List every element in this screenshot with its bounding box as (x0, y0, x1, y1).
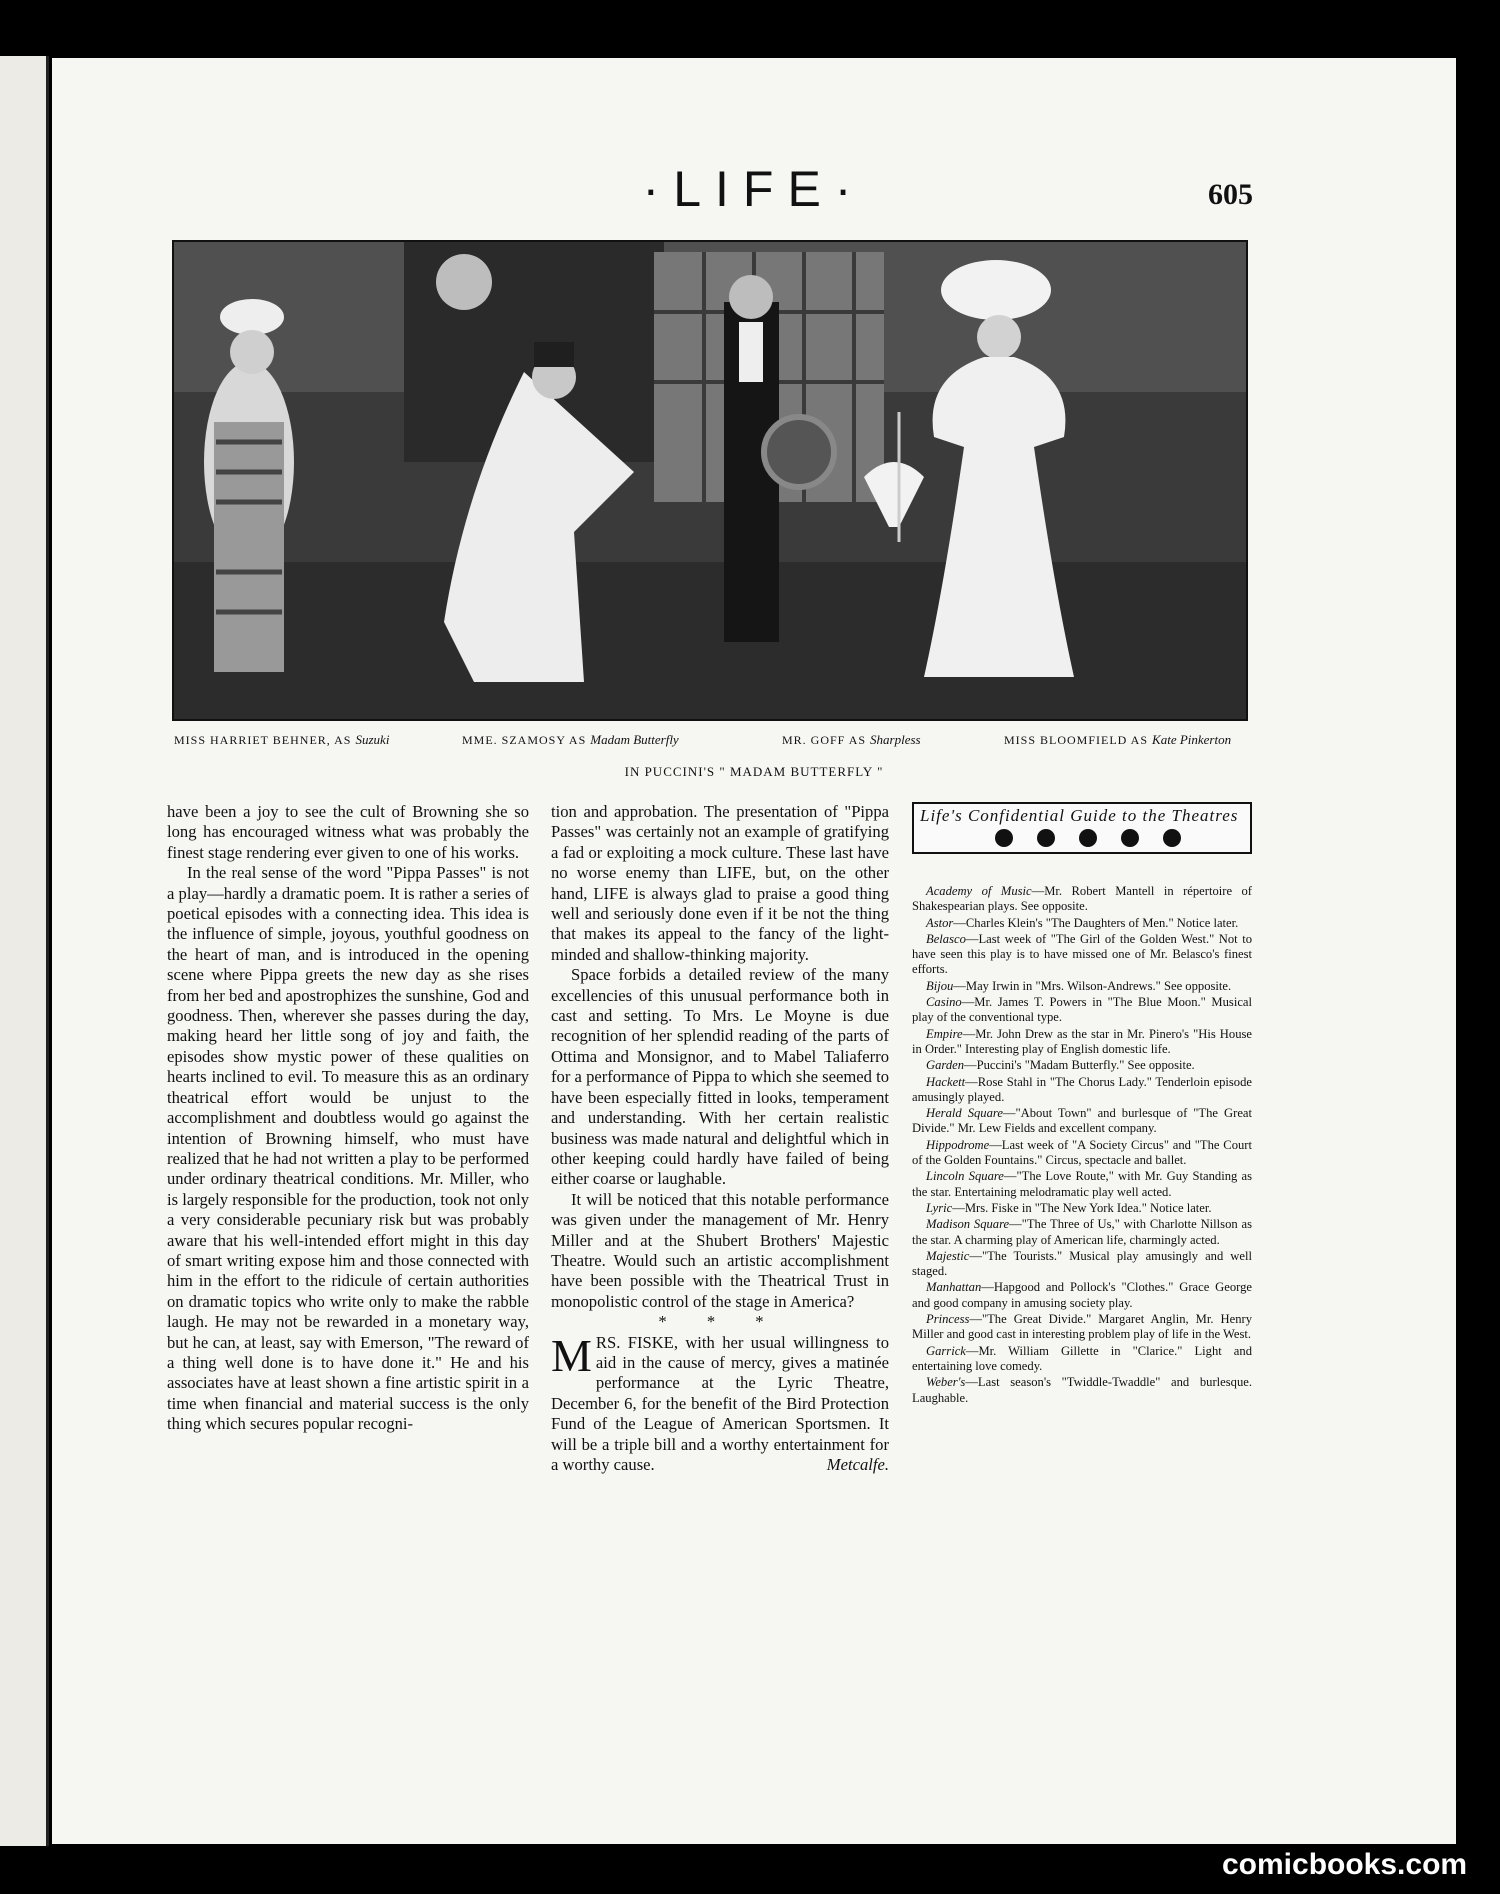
guide-entry (912, 1201, 1252, 1216)
author-signature: Metcalfe. (826, 1455, 889, 1474)
guide-description: —Rose Stahl in "The Chorus Lady." Tenderloin episode amusingly played. (912, 1074, 1252, 1104)
stage-photograph (172, 240, 1248, 721)
caption-prefix: MR. GOFF AS (782, 733, 867, 747)
guide-venue: Academy of Music (926, 884, 1032, 898)
guide-venue: Casino (926, 995, 962, 1010)
guide-entry (912, 1058, 1252, 1073)
caption-prefix: MISS BLOOMFIELD AS (1004, 733, 1149, 747)
caption-sharpless (782, 732, 921, 748)
guide-venue: Madison Square (926, 1217, 1010, 1232)
guide-venue: Garrick (926, 1343, 966, 1358)
caption-pinkerton (1004, 732, 1231, 748)
caption-suzuki (174, 732, 389, 748)
masthead: ·LIFE· (642, 161, 866, 217)
caption-prefix: MISS HARRIET BEHNER, AS (174, 733, 352, 747)
guide-description: —Mrs. Fiske in "The New York Idea." Notice later. (952, 1200, 1212, 1215)
guide-entry (912, 1249, 1252, 1280)
caption-role: Kate Pinkerton (1152, 732, 1232, 747)
paragraph: tion and approbation. The presentation of "Pippa Passes" was certainly not an example of gratifying a fad or exploiting a mock culture. These last have no worse enemy than LIFE, but, on the other hand, LIFE is always glad to praise a good thing well and seriously done even if it be not the thing that makes its appeal to the fancy of the light-minded and shallow-thinking majority. (551, 802, 889, 964)
guide-venue: Princess (926, 1312, 970, 1327)
guide-entry (912, 1169, 1252, 1200)
banner-ornament-icon (984, 828, 1194, 848)
guide-entry (912, 1075, 1252, 1106)
guide-banner (912, 802, 1252, 854)
guide-venue: Lincoln Square (926, 1169, 1004, 1184)
guide-entry (912, 916, 1252, 931)
guide-description: —Mr. Robert Mantell in répertoire of Shakespearian plays. See opposite. (912, 884, 1252, 914)
guide-venue: Lyric (926, 1200, 953, 1215)
watermark: comicbooks.com (1222, 1848, 1468, 1881)
caption-role: Madam Butterfly (590, 732, 679, 747)
guide-venue: Weber's (926, 1375, 966, 1390)
article-column-1 (167, 802, 529, 1435)
drop-cap: M (551, 1329, 592, 1381)
guide-venue: Garden (926, 1058, 965, 1073)
guide-entry (912, 1312, 1252, 1343)
guide-description: —Last season's "Twiddle-Twaddle" and burlesque. Laughable. (912, 1375, 1252, 1405)
guide-venue: Bijou (926, 978, 954, 993)
guide-description: —"The Love Route," with Mr. Guy Standing as the star. Entertaining melodramatic play well acted. (912, 1169, 1252, 1199)
guide-description: —Hapgood and Pollock's "Clothes." Grace George and good company in amusing society play. (912, 1280, 1252, 1310)
paragraph: In the real sense of the word "Pippa Passes" is not a play—hardly a dramatic poem. It is rather a series of poetical episodes with a connecting idea. This idea is the influence of simple, joyous, youthful goodness on the heart of man, and is introduced in the opening scene where Pippa greets the new day as she rises from her bed and apostrophizes the sunshine, God and goodness. Then, wherever she passes during the day, making heard her little song of joy and faith, the episodes show mystic power of these qualities on hearts inclined to evil. To measure this as an ordinary theatrical effort would be unjust to the accomplishment and doubtless would go against the intention of Browning himself, who must have realized that he had not written a play to be performed under ordinary theatrical conditions. Mr. Miller, who is largely responsible for the production, took not only a very considerable pecuniary risk but was probably aware that his well-intended effort might in this day of smart writing expose him and those connected with him in the effort to the ridicule of certain authorities on dramatic topics who write only to make the rabble laugh. He may not be rewarded in a monetary way, but he can, at least, say with Emerson, "The reward of a thing well done is to have done it." He and his associates have at least shown a fine artistic spirit in a time when financial and material success is the only thing which secures popular recogni- (167, 863, 529, 1434)
guide-entry (912, 979, 1252, 994)
guide-description: —Last week of "The Girl of the Golden West." Not to have seen this play is to have missed one of Mr. Belasco's finest efforts. (912, 931, 1252, 977)
guide-description: —Mr. William Gillette in "Clarice." Light and entertaining love comedy. (912, 1343, 1252, 1373)
guide-banner-title: Life's Confidential Guide to the Theatres (920, 806, 1239, 825)
caption-prefix: MME. SZAMOSY AS (462, 733, 587, 747)
guide-entry (912, 1027, 1252, 1058)
guide-entry (912, 884, 1252, 915)
guide-venue: Herald Square (926, 1106, 1003, 1121)
guide-description: —"The Great Divide." Margaret Anglin, Mr. Henry Miller and good cast in interesting problem play of life in the West. (912, 1312, 1252, 1342)
guide-entry (912, 932, 1252, 978)
guide-venue: Manhattan (926, 1280, 982, 1295)
photo-caption-row (172, 732, 1244, 756)
theatre-guide-column (912, 802, 1252, 1407)
guide-description: —May Irwin in "Mrs. Wilson-Andrews." See opposite. (953, 978, 1232, 993)
photo-subcaption: IN PUCCINI'S " MADAM BUTTERFLY " (624, 764, 884, 779)
article-column-2 (551, 802, 889, 1475)
guide-venue: Hippodrome (926, 1137, 990, 1152)
guide-description: —Last week of "A Society Circus" and "The Court of the Golden Fountains." Circus, spectacle and ballet. (912, 1137, 1252, 1168)
guide-entry (912, 1138, 1252, 1169)
guide-description: —"About Town" and burlesque of "The Great Divide." Mr. Lew Fields and excellent company. (912, 1106, 1252, 1136)
guide-description: —Puccini's "Madam Butterfly." See opposite. (964, 1058, 1195, 1073)
guide-entry (912, 1106, 1252, 1137)
guide-entry (912, 1344, 1252, 1375)
guide-description: —Charles Klein's "The Daughters of Men." Notice later. (953, 915, 1239, 930)
guide-entry (912, 1375, 1252, 1406)
paragraph: Space forbids a detailed review of the many excellencies of this unusual performance both in cast and setting. To Mrs. Le Moyne is due recognition of her splendid reading of the parts of Ottima and Monsignor, and to Mabel Taliaferro for a performance of Pippa to which she seemed to have been especially fitted in looks, temperament and understanding. With her certain realistic business was made natural and delightful which in other keeping could hardly have failed of being either coarse or laughable. (551, 965, 889, 1189)
guide-list (912, 884, 1252, 1406)
section-divider: * * * (658, 1312, 782, 1332)
guide-venue: Majestic (926, 1248, 970, 1263)
paragraph: have been a joy to see the cult of Browning she so long has encouraged witness what was probably the finest stage rendering ever given to one of his works. (167, 802, 529, 862)
guide-entry (912, 1280, 1252, 1311)
guide-entry (912, 995, 1252, 1026)
caption-butterfly (462, 732, 679, 748)
guide-description: —Mr. John Drew as the star in Mr. Pinero's "His House in Order." Interesting play of English domestic life. (912, 1026, 1252, 1056)
guide-venue: Hackett (926, 1074, 966, 1089)
guide-venue: Astor (926, 915, 954, 930)
paragraph-text: RS. FISKE, with her usual willingness to aid in the cause of mercy, gives a matinée performance at the Lyric Theatre, December 6, for the benefit of the Bird Protection Fund of the League of American Sportsmen. It will be a triple bill and a worthy entertainment for a worthy cause. (551, 1332, 889, 1474)
caption-role: Sharpless (870, 732, 921, 747)
paragraph (551, 1329, 889, 1476)
guide-venue: Belasco (926, 931, 966, 946)
page-number: 605 (1208, 178, 1253, 211)
left-page-edge (0, 56, 49, 1846)
guide-venue: Empire (926, 1026, 963, 1041)
guide-entry (912, 1217, 1252, 1248)
paragraph: It will be noticed that this notable performance was given under the management of Mr. Henry Miller and at the Shubert Brothers' Majestic Theatre. Would such an artistic accomplishment have been possible with the Theatrical Trust in monopolistic control of the stage in America? (551, 1189, 889, 1311)
guide-description: —"The Tourists." Musical play amusingly and well staged. (912, 1248, 1252, 1279)
guide-description: —"The Three of Us," with Charlotte Nillson as the star. A charming play of American life, charmingly acted. (912, 1217, 1252, 1247)
caption-role: Suzuki (355, 732, 390, 747)
guide-description: —Mr. James T. Powers in "The Blue Moon." Musical play of the conventional type. (912, 995, 1252, 1025)
